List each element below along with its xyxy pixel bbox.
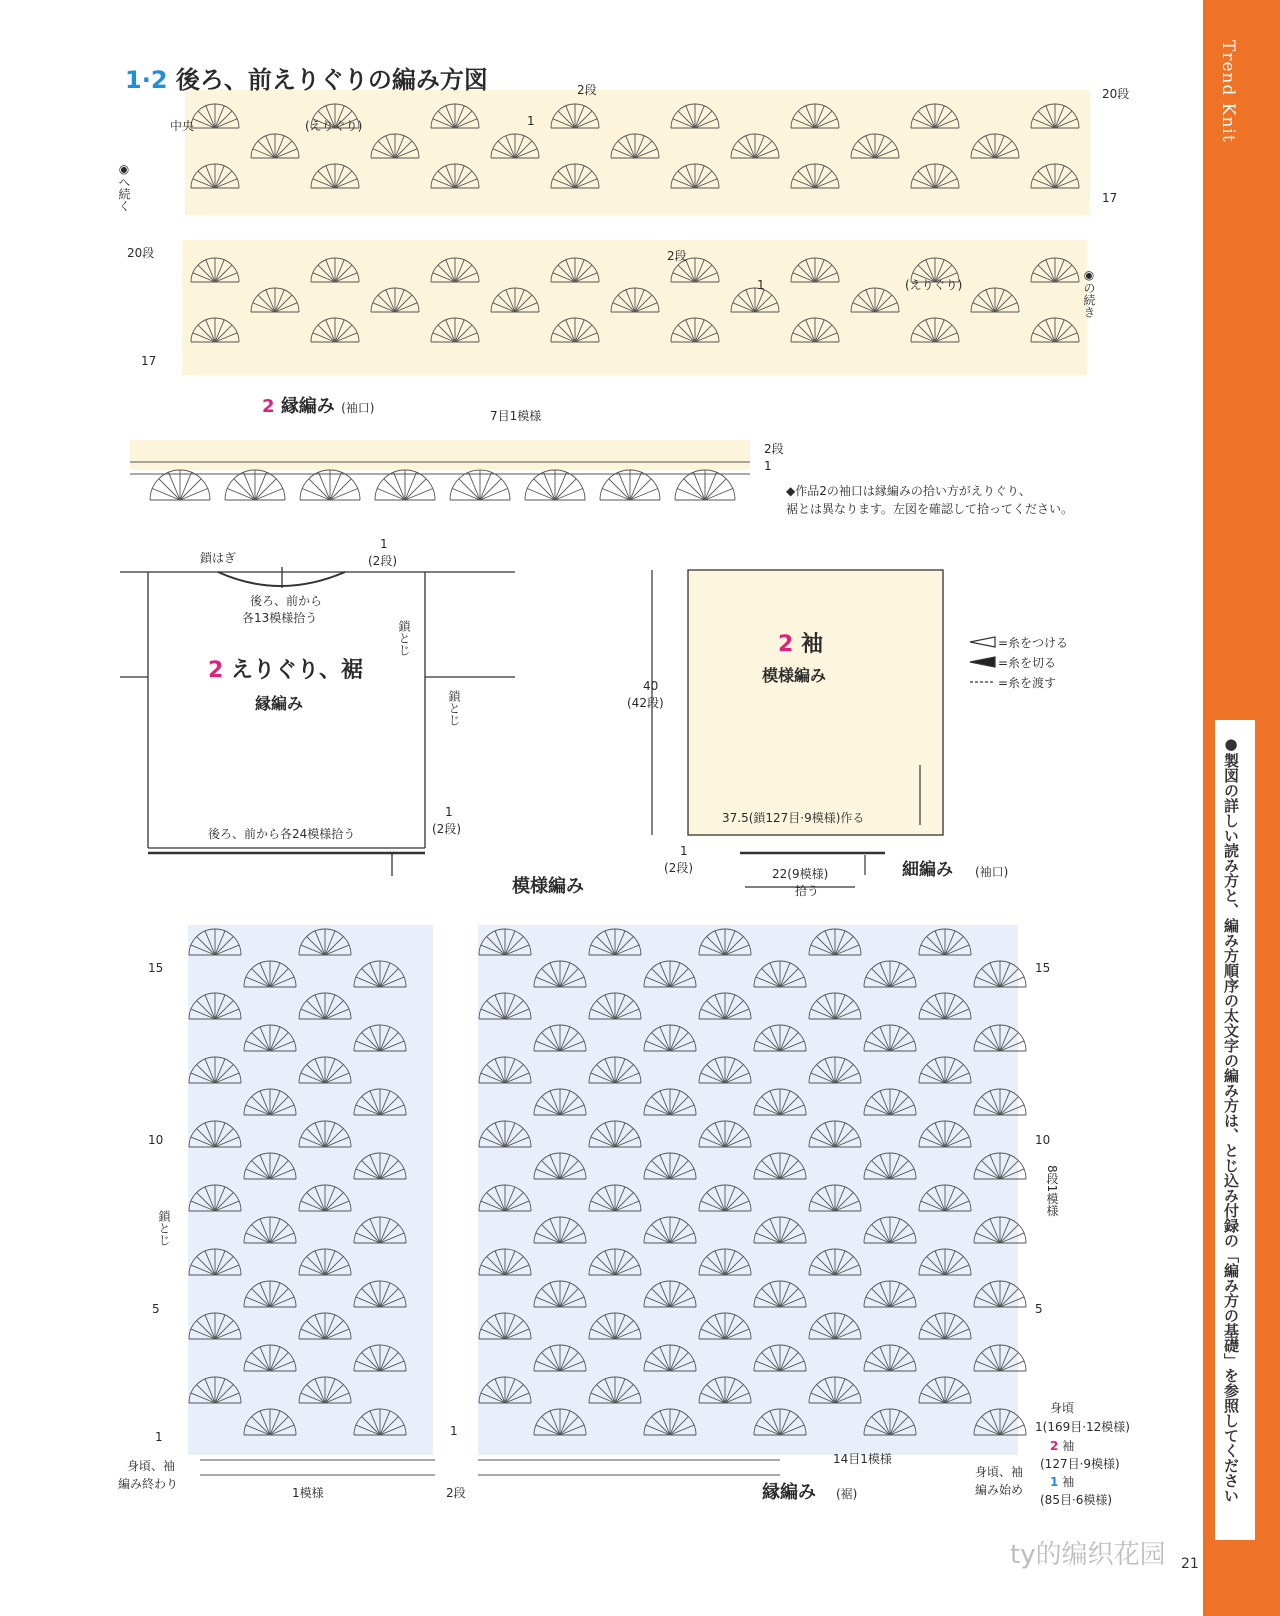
bottom-row20-label: 20段 bbox=[127, 246, 155, 260]
edge-title-sub: (袖口) bbox=[341, 401, 375, 415]
sleeve-sub: 模様編み bbox=[762, 666, 827, 685]
watermark: ty的编织花园 bbox=[1010, 1540, 1166, 1570]
sleeve-pick: 22(9模様) bbox=[772, 867, 829, 881]
edge-title-text: 縁編み bbox=[280, 396, 335, 417]
page-number: 21 bbox=[1181, 1556, 1199, 1572]
body-title bbox=[208, 660, 363, 682]
cuff-label: 細編み bbox=[902, 860, 953, 880]
edge-note-line2: 裾とは異なります。左図を確認して拾ってください。 bbox=[786, 502, 1074, 516]
right-row10: 10 bbox=[1035, 1133, 1051, 1147]
body-top-r2: (2段) bbox=[368, 554, 397, 568]
sleeve1-count: (85目·6模様) bbox=[1040, 1493, 1113, 1507]
sleeve2-text: 袖 bbox=[1062, 1439, 1075, 1453]
body-bottom-r2: (2段) bbox=[432, 822, 461, 836]
neck-title-text: 後ろ、前えりぐりの編み方図 bbox=[175, 66, 488, 94]
cuff-sub: (袖口) bbox=[975, 865, 1009, 879]
sleeve-r1: 1 bbox=[680, 844, 688, 858]
pick-top-2: 各13模様拾う bbox=[242, 611, 318, 625]
sleeve-title-num: 2 bbox=[778, 632, 794, 657]
start-label-2: 編み始め bbox=[975, 1483, 1024, 1497]
body-title-num: 2 bbox=[208, 658, 224, 683]
body-side1-label: 鎖とじ bbox=[397, 620, 411, 656]
body-top-r1: 1 bbox=[380, 537, 388, 551]
sleeve2-count: (127目·9模様) bbox=[1040, 1457, 1120, 1471]
sleeve-width: 37.5(鎖127目·9模様)作る bbox=[722, 811, 865, 825]
bottom-row17-label: 17 bbox=[141, 354, 157, 368]
left-row15: 15 bbox=[148, 961, 164, 975]
end-label-1: 身頃、袖 bbox=[127, 1459, 176, 1473]
pattern-chart-right-panel bbox=[478, 925, 1018, 1455]
top-row17-label: 17 bbox=[1102, 191, 1118, 205]
sleeve1-label bbox=[1050, 1476, 1074, 1488]
eriguri-bottom-label: (えりぐり) bbox=[905, 278, 963, 292]
sleeve1-text: 袖 bbox=[1062, 1475, 1075, 1489]
sleeve-pick2: 拾う bbox=[795, 884, 820, 898]
sleeve2-num: 2 bbox=[1050, 1439, 1059, 1453]
right-row15: 15 bbox=[1035, 961, 1051, 975]
continue-bottom-label: ◉の続き bbox=[1082, 268, 1096, 318]
bottom-row1-label: 1 bbox=[757, 278, 765, 292]
one-label: 1 bbox=[450, 1424, 458, 1438]
eriguri-top-label: (えりぐり) bbox=[305, 119, 363, 133]
legend-symbols bbox=[970, 637, 995, 682]
sleeve-title-text: 袖 bbox=[800, 632, 823, 657]
repeat-rows-label: 8段1模様 bbox=[1045, 1165, 1059, 1217]
pick-top-1: 後ろ、前から bbox=[250, 594, 323, 608]
row1-body-count: 1(169目·12模様) bbox=[1035, 1420, 1130, 1434]
pick-bottom: 後ろ、前から各24模様拾う bbox=[208, 827, 356, 841]
end-label-2: 編み終わり bbox=[118, 1477, 179, 1491]
two-rows-label: 2段 bbox=[446, 1486, 466, 1500]
edge-chart-band bbox=[130, 440, 750, 470]
body-side2-label: 鎖とじ bbox=[447, 690, 461, 726]
legend-attach: =糸をつける bbox=[998, 636, 1069, 650]
sleeve-r2: (2段) bbox=[664, 861, 693, 875]
legend-pass: =糸を渡す bbox=[998, 676, 1057, 690]
continue-top-label: ◉へ続く bbox=[117, 162, 131, 212]
right-row5: 5 bbox=[1035, 1302, 1043, 1316]
left-row5: 5 bbox=[152, 1302, 160, 1316]
bottom-row2-label: 2段 bbox=[667, 249, 687, 263]
top-row2-label: 2段 bbox=[577, 83, 597, 97]
repeat-stitch-label: 14目1模様 bbox=[833, 1452, 892, 1466]
edge-label: 縁編み bbox=[762, 1482, 816, 1503]
sleeve-height: 40 bbox=[643, 679, 659, 693]
edge-row2-label: 2段 bbox=[764, 442, 784, 456]
neck-chart-bottom-band bbox=[182, 240, 1087, 375]
body-sub: 縁編み bbox=[255, 694, 304, 713]
sleeve2-label bbox=[1050, 1440, 1074, 1452]
sleeve-title bbox=[778, 634, 823, 656]
pattern-title: 模様編み bbox=[512, 876, 584, 897]
one-motif-label: 1模様 bbox=[292, 1486, 324, 1500]
sleeve1-num: 1 bbox=[1050, 1475, 1059, 1489]
edge-title-num: 2 bbox=[262, 396, 275, 417]
edge-sub: (裾) bbox=[836, 1487, 858, 1501]
brand-label: Trend Knit bbox=[1218, 40, 1238, 143]
left-row1: 1 bbox=[155, 1430, 163, 1444]
neck-chart-title bbox=[125, 68, 488, 92]
center-label: 中央 bbox=[170, 119, 195, 133]
top-row1-label: 1 bbox=[527, 114, 535, 128]
sleeve-height-rows: (42段) bbox=[627, 696, 664, 710]
edge-row1-label: 1 bbox=[764, 459, 772, 473]
edge-note-line1: ◆作品2の袖口は縁編みの拾い方がえりぐり、 bbox=[786, 484, 1031, 498]
sidebar-note: ●製図の詳しい読み方と、編み方順序の太文字の編み方は、とじ込み付録の「編み方の基礎」を参照してください bbox=[1222, 735, 1240, 1503]
top-row20-label: 20段 bbox=[1102, 87, 1130, 101]
side-join-label: 鎖とじ bbox=[157, 1210, 171, 1246]
body-title-text: えりぐり、裾 bbox=[230, 658, 363, 683]
legend-cut: =糸を切る bbox=[998, 656, 1057, 670]
edge-chart-title bbox=[262, 398, 374, 416]
join-label: 鎖はぎ bbox=[200, 551, 237, 565]
sleeve-panel bbox=[688, 570, 943, 835]
start-label-1: 身頃、袖 bbox=[975, 1465, 1024, 1479]
neck-title-num: 1·2 bbox=[125, 66, 168, 94]
edge-repeat-label: 7目1模様 bbox=[490, 409, 542, 423]
body-bottom-r1: 1 bbox=[445, 805, 453, 819]
left-row10: 10 bbox=[148, 1133, 164, 1147]
body-label: 身頃 bbox=[1050, 1401, 1075, 1415]
